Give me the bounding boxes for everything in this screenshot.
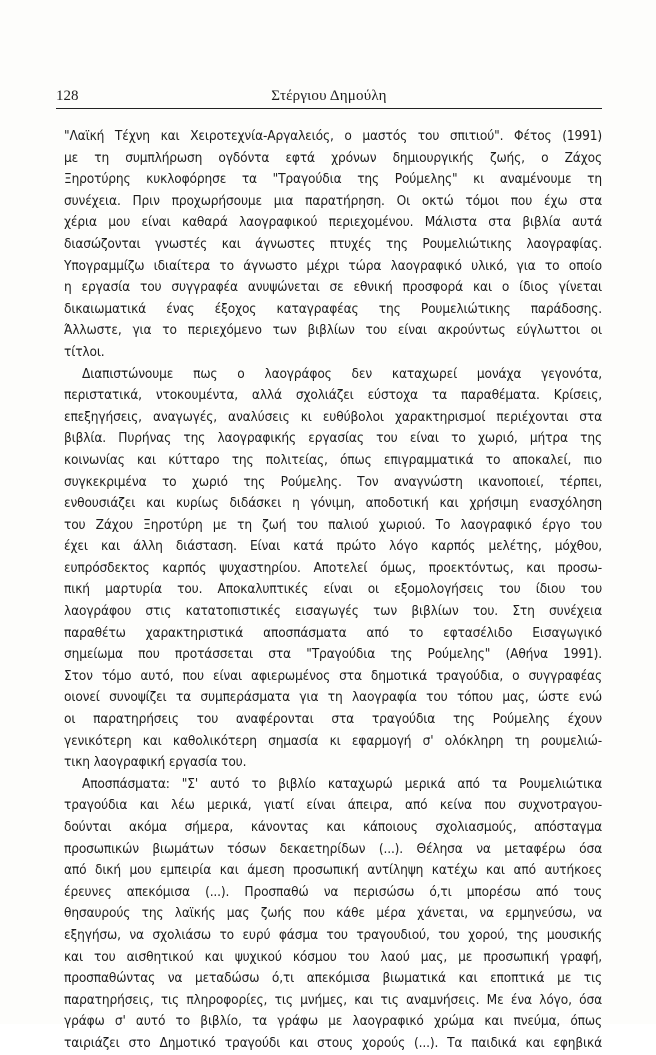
page-number: 128 — [56, 88, 79, 104]
text-line: παρατηρήσεις, τις πληροφορίες, τις μνήμες, και τις αναμνήσεις. Με ένα λόγο, όσα — [64, 991, 602, 1008]
text-line: οι παρατηρήσεις του αναφέρονται στα τραγούδια της Ρούμελης έχουν — [64, 711, 602, 728]
text-line: τραγούδια και λέω μερικά, γιατί είναι άπειρα, από κείνα που συχνοτραγου- — [64, 797, 602, 814]
text-line: διασώζονται γνωστές και άγνωστες πτυχές της Ρουμελιώτικης λαογραφίας. — [64, 235, 602, 252]
text-line: παραθέτω χαρακτηριστικά αποσπάσματα από το εφτασέλιδο Εισαγωγικό — [64, 624, 602, 641]
text-line: σημείωμα που προτάσσεται στα "Τραγούδια της Ρούμελης" (Αθήνα 1991). — [64, 646, 602, 663]
text-line: λαογράφου στις κατατοπιστικές εισαγωγές των βιβλίων του. Στη συνέχεια — [64, 603, 602, 620]
text-line: γράφω σ' αυτό το βιβλίο, τα γράφω με λαογραφικό χρώμα και πνεύμα, όπως — [64, 1013, 602, 1030]
text-line: του Ζάχου Ξηροτύρη με τη ζωή του παλιού χωριού. Το λαογραφικό έργο του — [64, 516, 602, 533]
text-line: συγκεκριμένα το χωριό της Ρούμελης. Τον αναγνώστη ικανοποιεί, τέρπει, — [64, 473, 602, 490]
text-line: γενικότερη και καθολικότερη σημασία κι εφαρμογή σ' ολόκληρη τη ρουμελιώ- — [64, 732, 602, 749]
text-line: κοινωνίας και κύτταρο της πολιτείας, όπως επιγραμματικά το αποκαλεί, πιο — [64, 451, 602, 468]
text-line: πική μαρτυρία του. Αποκαλυπτικές είναι οι εξομολογήσεις του ίδιου του — [64, 581, 602, 598]
text-line: και του αισθητικού και ψυχικού κόσμου του λαού μας, με προσωπική γραφή, — [64, 948, 602, 965]
text-line: Ξηροτύρης κυκλοφόρησε τα "Τραγούδια της Ρούμελης" κι αναμένουμε τη — [64, 171, 602, 188]
text-line: χέρια μου είναι καθαρά λαογραφικού περιεχομένου. Μάλιστα στα βιβλία αυτά — [64, 214, 602, 231]
text-line: ενθουσιάζει και κυρίως διδάσκει η γόνιμη, αποδοτική και χρήσιμη ενασχόληση — [64, 495, 602, 512]
text-line: περιστατικά, ντοκουμέντα, αλλά σχολιάζει εύστοχα τα παραθέματα. Κρίσεις, — [64, 387, 602, 404]
text-line: δούνται ακόμα σήμερα, κάνοντας και κάποιους σχολιασμούς, απόσταγμα — [64, 819, 602, 835]
text-line: προσπαθώντας να μεταδώσω ό,τι απεκόμισα βιωματικά και εποπτικά με τις — [64, 970, 602, 987]
text-line: επεξηγήσεις, αναγωγές, αναλύσεις κι ευθύβολοι χαρακτηρισμοί περιέχονται στα — [64, 408, 602, 425]
text-line: τικη λαογραφική εργασία του. — [64, 754, 247, 771]
text-line: ταιριάζει στο Δημοτικό τραγούδι και στους χορούς (...). Τα παιδικά και εφηβικά — [64, 1034, 602, 1051]
text-line: βιβλία. Πυρήνας της λαογραφικής εργασίας του είναι το χωριό, μήτρα της — [64, 430, 602, 447]
text-line: Άλλωστε, για το περιεχόμενο των βιβλίων του είναι ακρούντως εύγλωττοι οι — [64, 322, 602, 339]
text-line: συνέχεια. Πριν προχωρήσουμε μια παρατήρηση. Οι οκτώ τόμοι που έχω στα — [64, 192, 602, 209]
text-line: με τη συμπλήρωση ογδόντα εφτά χρόνων δημιουργικής ζωής, ο Ζάχος — [64, 149, 602, 166]
text-line: από δική μου εμπειρία και άμεση προσωπική αντίληψη κατέχω και από αυτήκοες — [64, 862, 602, 879]
text-line: τίτλοι. — [64, 343, 105, 360]
running-head-author: Στέργιου Δημούλη — [271, 88, 387, 104]
text-line: Υπογραμμίζω ιδιαίτερα το άγνωστο μέχρι τώρα λαογραφικό υλικό, για το οποίο — [64, 257, 602, 274]
text-line: οιονεί συνοψίζει τα συμπεράσματα για τη λαογραφία του τόπου μας, ώστε ενώ — [64, 689, 602, 706]
text-line: δικαιωματικά ένας έξοχος καταγραφέας της Ρουμελιώτικης παράδοσης. — [64, 300, 602, 317]
text-line: εξηγήσω, να σχολιάσω το ευρύ φάσμα του τραγουδιού, του χορού, της μουσικής — [64, 926, 602, 943]
text-line: προσωπικών βιωμάτων τόσων δεκαετηρίδων (...). Θέλησα να μεταφέρω όσα — [64, 840, 602, 857]
text-line: Στον τόμο αυτό, που είναι αφιερωμένος στα δημοτικά τραγούδια, ο συγγραφέας — [64, 667, 602, 684]
text-line: έχει και άλλη διάσταση. Είναι κατά πρώτο λόγο καρπός μελέτης, μόχθου, — [64, 538, 602, 555]
text-line: θησαυρούς της λαϊκής μας ζωής που κάθε μέρα χάνεται, να ερμηνεύσω, να — [64, 905, 602, 922]
page-header — [56, 86, 602, 109]
text-line: "Λαϊκή Τέχνη και Χειροτεχνία-Αργαλειός, ο μαστός του σπιτιού". Φέτος (1991) — [64, 128, 602, 144]
text-line: έρευνες απεκόμισα (...). Προσπαθώ να περισώσω ό,τι μπορέσω από τους — [64, 883, 602, 900]
text-line: Διαπιστώνουμε πως ο λαογράφος δεν καταχωρεί μονάχα γεγονότα, — [82, 365, 602, 382]
text-line: η εργασία του συγγραφέα ανυψώνεται σε εθνική προσφορά και ο ίδιος γίνεται — [64, 279, 602, 296]
text-line: Αποσπάσματα: "Σ' αυτό το βιβλίο καταχωρώ μερικά από τα Ρουμελιώτικα — [82, 775, 602, 792]
body-text — [64, 126, 602, 1055]
text-line: ευπρόσδεκτος καρπός ψυχαστηρίου. Αποτελεί όμως, προεκτόντως, και προσω- — [64, 559, 602, 576]
